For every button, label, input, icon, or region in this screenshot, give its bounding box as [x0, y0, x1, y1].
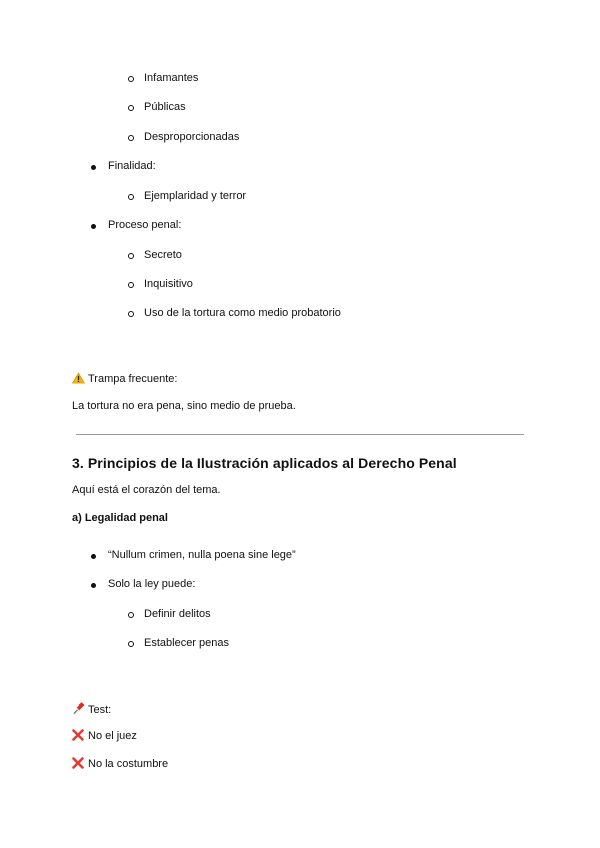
hollow-bullet	[128, 641, 134, 647]
list-item: Infamantes	[144, 72, 199, 84]
test-item-no-costumbre	[72, 757, 168, 770]
section-intro: Aquí está el corazón del tema.	[72, 484, 221, 496]
cross-mark-icon	[72, 757, 84, 769]
list-item-solo-la-ley: Solo la ley puede:	[108, 578, 196, 590]
test-item-text: No la costumbre	[88, 758, 169, 770]
list-item: Uso de la tortura como medio probatorio	[144, 307, 341, 319]
list-item-finalidad: Finalidad:	[108, 160, 156, 172]
section-title: 3. Principios de la Ilustración aplicados al Derecho Penal	[72, 455, 457, 471]
list-item: Definir delitos	[144, 608, 211, 620]
trap-label: Trampa frecuente:	[88, 373, 178, 385]
horizontal-divider	[76, 434, 524, 435]
hollow-bullet	[128, 282, 134, 288]
list-item: Públicas	[144, 101, 186, 113]
warning-icon	[72, 372, 85, 384]
test-callout	[72, 702, 111, 716]
list-item: Desproporcionadas	[144, 131, 240, 143]
list-item: Establecer penas	[144, 637, 229, 649]
filled-bullet	[91, 554, 96, 559]
trap-text: La tortura no era pena, sino medio de prueba.	[72, 400, 296, 412]
hollow-bullet	[128, 311, 134, 317]
list-item: Secreto	[144, 249, 182, 261]
hollow-bullet	[128, 135, 134, 141]
list-item-nullum-crimen: “Nullum crimen, nulla poena sine lege”	[108, 549, 296, 561]
cross-mark-icon	[72, 729, 84, 741]
hollow-bullet	[128, 612, 134, 618]
hollow-bullet	[128, 105, 134, 111]
pushpin-icon	[72, 702, 85, 715]
filled-bullet	[91, 165, 96, 170]
hollow-bullet	[128, 253, 134, 259]
hollow-bullet	[128, 76, 134, 82]
filled-bullet	[91, 224, 96, 229]
list-item: Ejemplaridad y terror	[144, 190, 247, 202]
subheading-legalidad: a) Legalidad penal	[72, 512, 168, 524]
test-item-text: No el juez	[88, 730, 137, 742]
test-item-no-juez	[72, 729, 137, 742]
filled-bullet	[91, 583, 96, 588]
list-item-proceso-penal: Proceso penal:	[108, 219, 182, 231]
hollow-bullet	[128, 194, 134, 200]
trap-callout	[72, 372, 177, 385]
test-label: Test:	[88, 704, 112, 716]
list-item: Inquisitivo	[144, 278, 193, 290]
